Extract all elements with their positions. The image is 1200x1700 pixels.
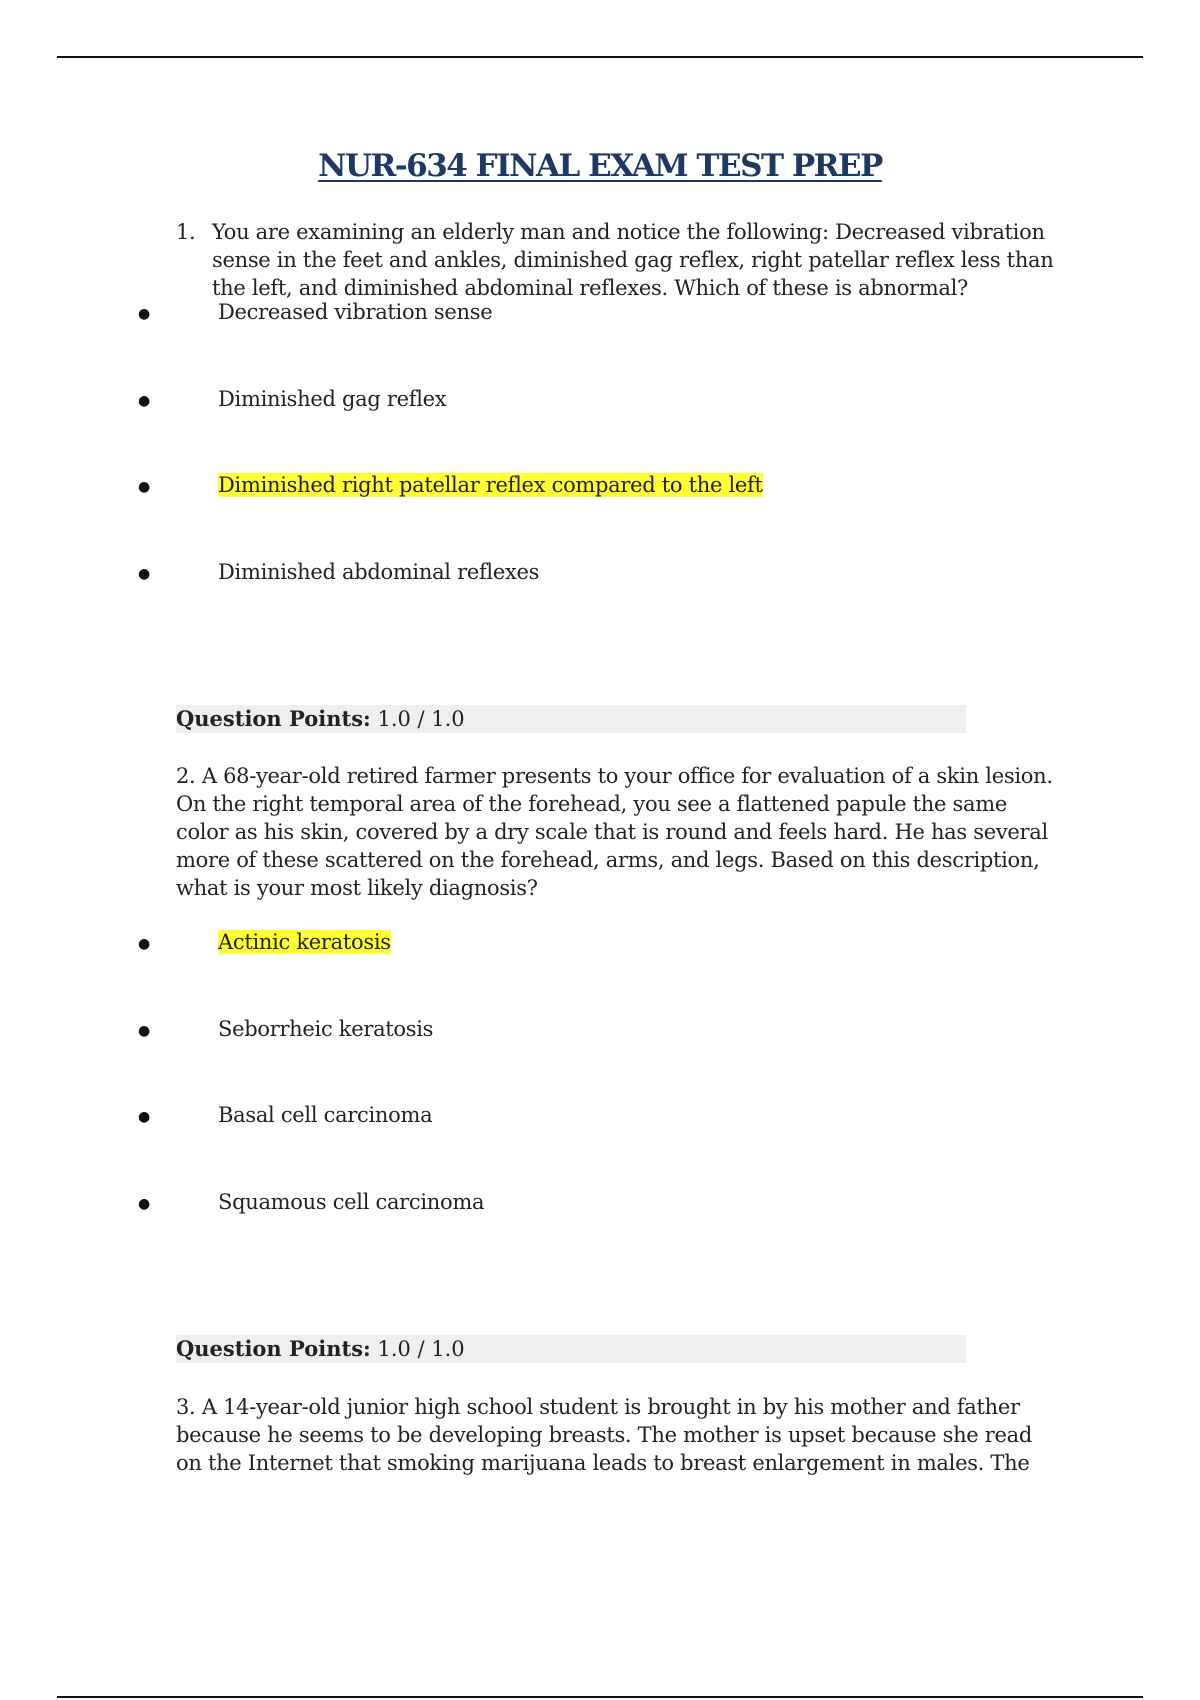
bullet-icon: ● — [138, 1196, 151, 1212]
bullet-icon: ● — [138, 1109, 151, 1125]
question-2 — [176, 762, 1056, 902]
points-label: Question Points: — [176, 706, 371, 731]
question-3 — [176, 1393, 1056, 1477]
page-title: NUR-634 FINAL EXAM TEST PREP — [318, 148, 882, 184]
bullet-icon: ● — [138, 1023, 151, 1039]
option: Basal cell carcinoma — [218, 1103, 433, 1127]
question-number: 2. — [176, 764, 196, 788]
question-points — [176, 1335, 966, 1363]
option-highlighted: Diminished right patellar reflex compared to the left — [218, 473, 763, 497]
question-number: 1. — [176, 220, 196, 244]
option-highlighted: Actinic keratosis — [218, 930, 391, 954]
option: Diminished abdominal reflexes — [218, 560, 540, 584]
question-text: A 68-year-old retired farmer presents to your office for evaluation of a skin lesion. On the right temporal area of the forehead, you see a flattened papule the same color as his skin, covered by a dry scale that is round and feels hard. He has several more of these scattered on the forehead, arms, and legs. Based on this description, what is your most likely diagnosis? — [176, 764, 1053, 900]
option: Decreased vibration sense — [218, 300, 493, 324]
points-label: Question Points: — [176, 1336, 371, 1361]
question-points — [176, 705, 966, 733]
points-value: 1.0 / 1.0 — [377, 707, 465, 731]
bullet-icon: ● — [138, 479, 151, 495]
top-rule — [57, 56, 1143, 58]
bullet-icon: ● — [138, 936, 151, 952]
option: Diminished gag reflex — [218, 387, 447, 411]
question-text: A 14-year-old junior high school student is brought in by his mother and father because he seems to be developing breasts. The mother is upset because she read on the Internet that smoking marijuana leads to breast enlargement in males. The — [176, 1395, 1033, 1475]
bullet-icon: ● — [138, 566, 151, 582]
question-text: You are examining an elderly man and notice the following: Decreased vibration sense in the feet and ankles, diminished gag reflex, right patellar reflex less than the left, and diminished abdominal reflexes. Which of these is abnormal? — [212, 220, 1054, 300]
option: Seborrheic keratosis — [218, 1017, 434, 1041]
question-number: 3. — [176, 1395, 196, 1419]
bullet-icon: ● — [138, 306, 151, 322]
question-1 — [176, 218, 1056, 302]
option: Squamous cell carcinoma — [218, 1190, 485, 1214]
points-value: 1.0 / 1.0 — [377, 1337, 465, 1361]
bullet-icon: ● — [138, 393, 151, 409]
bottom-rule — [57, 1696, 1143, 1698]
